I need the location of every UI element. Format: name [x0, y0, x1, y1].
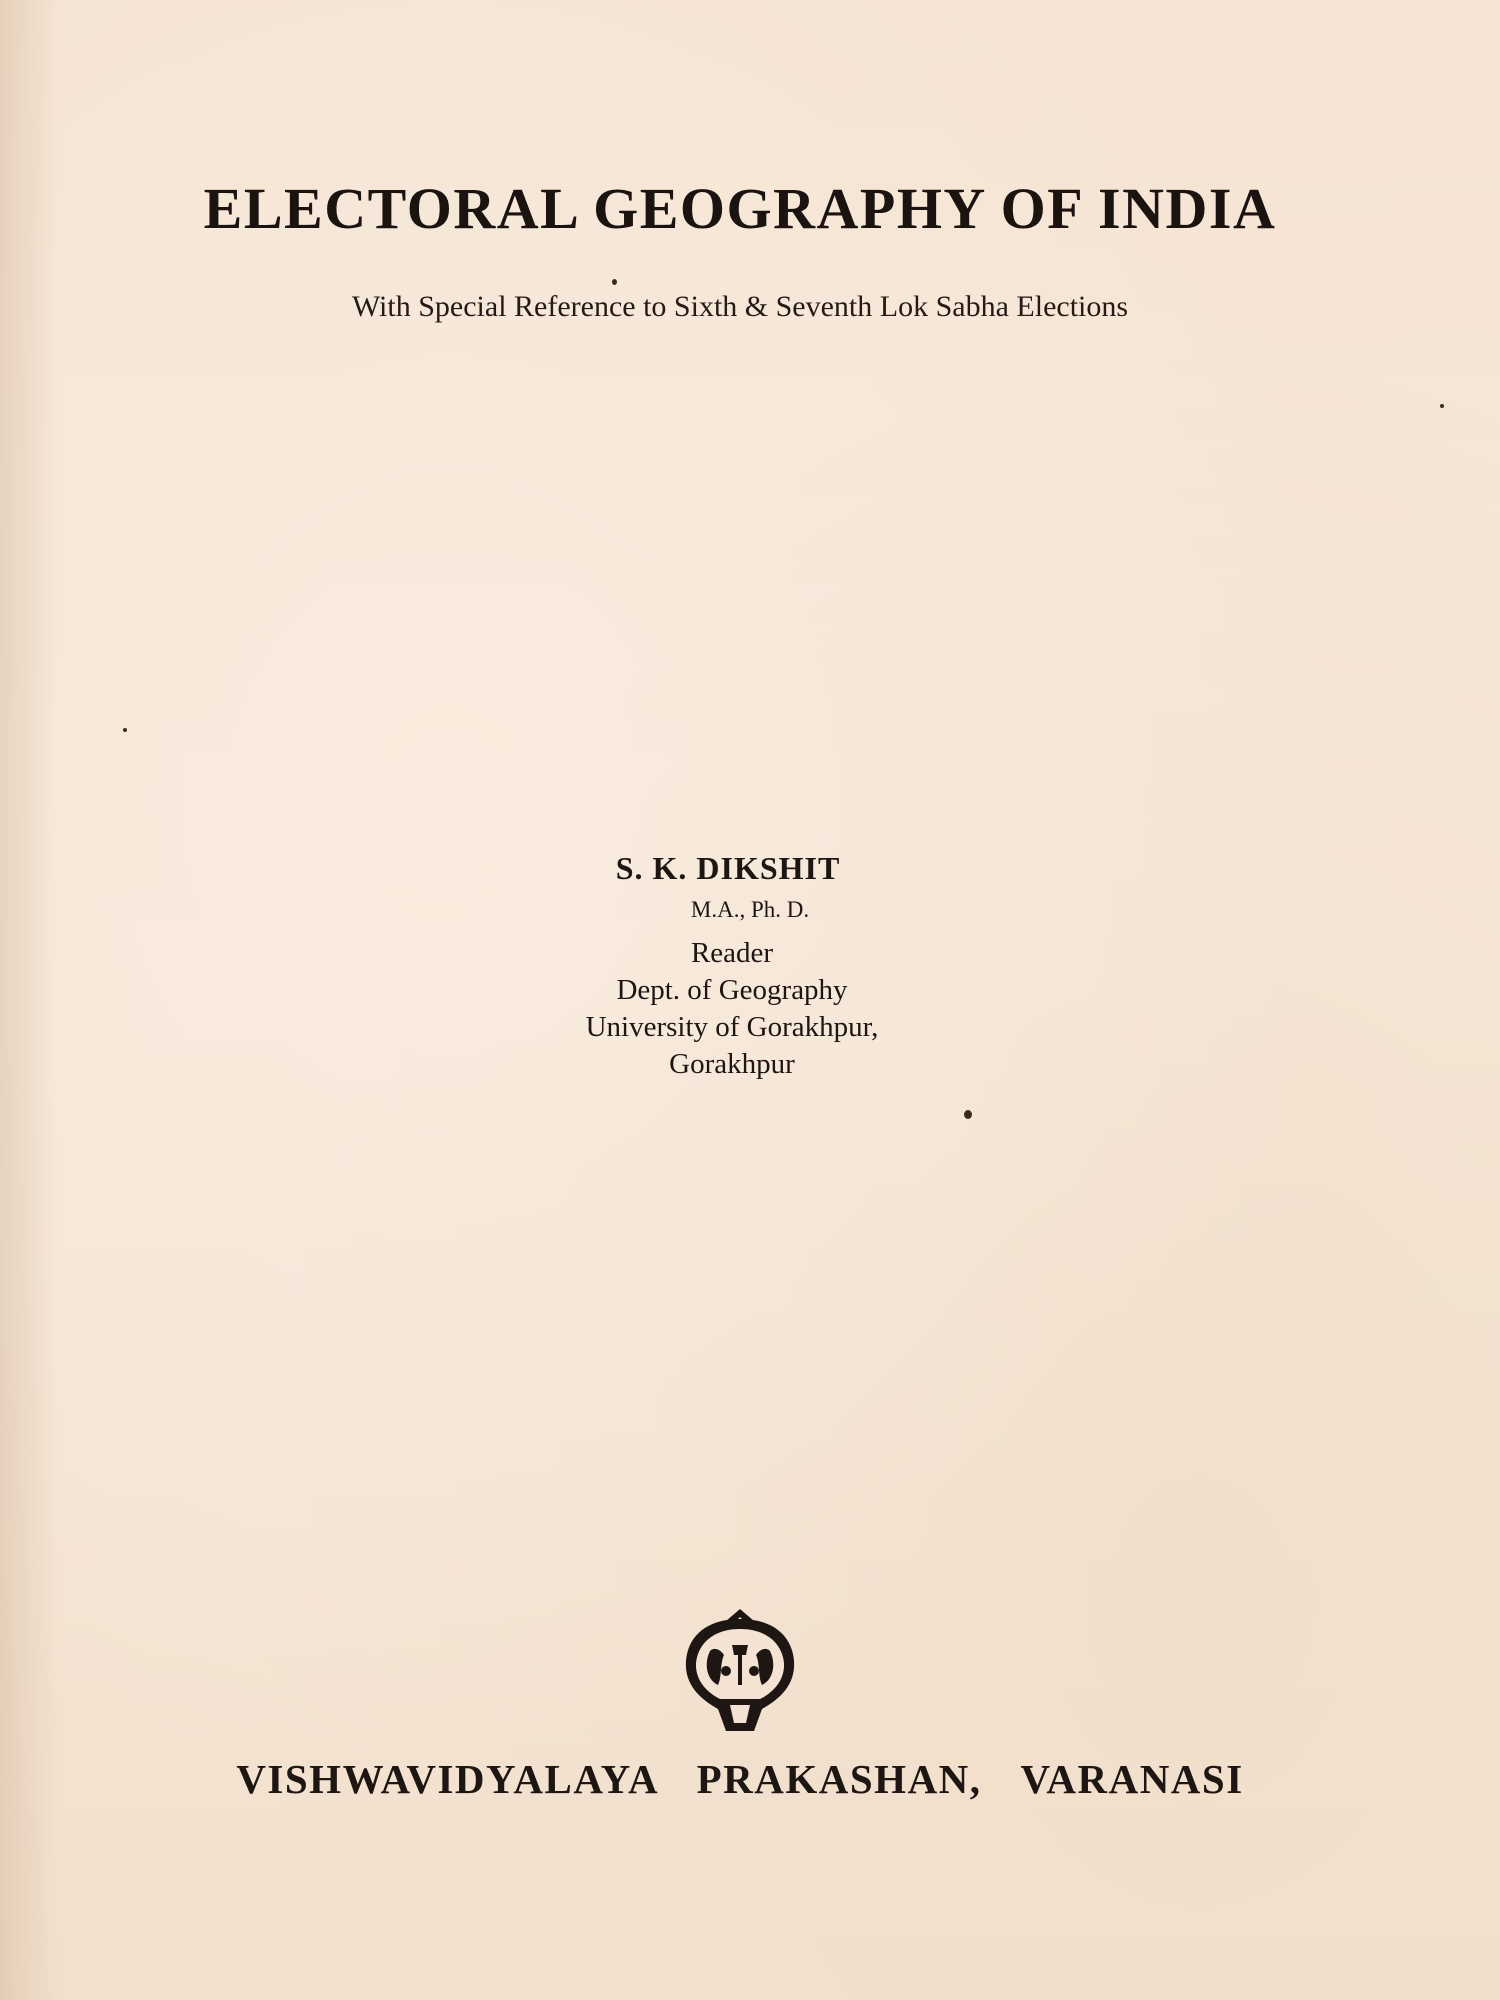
author-position: Reader: [690, 937, 774, 969]
author-department: Dept. of Geography: [616, 974, 848, 1006]
publisher-name: VISHWAVIDYALAYA PRAKASHAN, VARANASI: [236, 1756, 1244, 1802]
author-affiliation: [0, 935, 1464, 1083]
author-name: S. K. DIKSHIT: [615, 850, 841, 886]
book-subtitle: With Special Reference to Sixth & Seventh Lok Sabha Elections: [351, 290, 1129, 323]
ink-speck: [123, 728, 127, 732]
author-city: Gorakhpur: [669, 1048, 795, 1080]
author-degrees: M.A., Ph. D.: [690, 897, 810, 922]
ink-speck: [964, 1110, 972, 1119]
ink-speck: [612, 279, 617, 285]
ink-speck: [1440, 404, 1444, 408]
book-title: ELECTORAL GEOGRAPHY OF INDIA: [203, 176, 1277, 241]
author-university: University of Gorakhpur,: [585, 1011, 879, 1043]
publisher-logo-icon: [680, 1605, 800, 1735]
